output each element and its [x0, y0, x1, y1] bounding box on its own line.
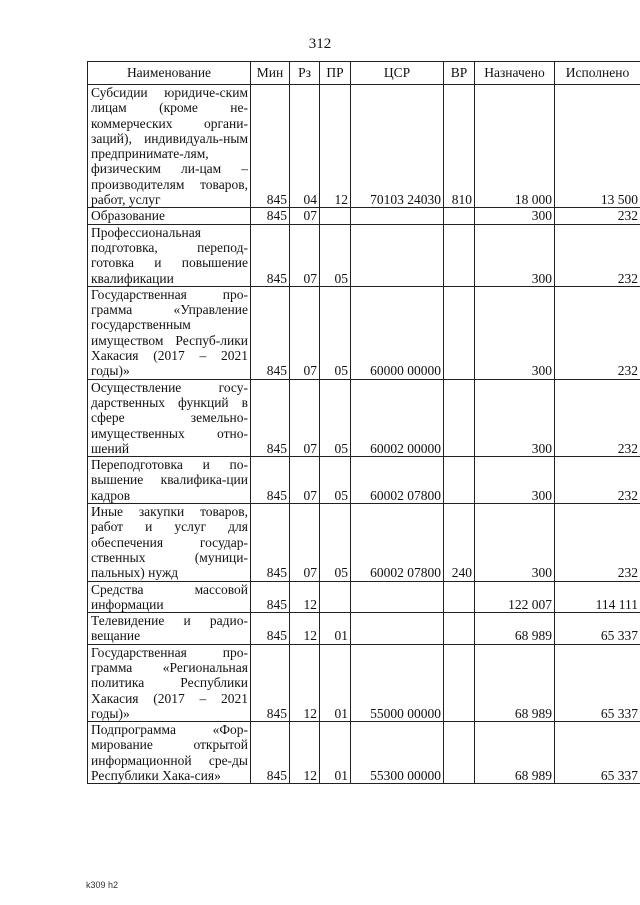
executed-cell: 13 500	[555, 85, 640, 208]
rz-cell: 12	[290, 722, 320, 784]
rz-cell: 07	[290, 457, 320, 504]
assigned-cell: 18 000	[475, 85, 555, 208]
rz-cell: 12	[290, 581, 320, 613]
rz-cell: 12	[290, 613, 320, 645]
assigned-cell: 300	[475, 379, 555, 456]
column-header: Мин	[251, 62, 290, 85]
pr-cell: 05	[320, 504, 351, 581]
min-cell: 845	[251, 644, 290, 721]
pr-cell	[320, 208, 351, 224]
assigned-cell: 300	[475, 208, 555, 224]
executed-cell: 232	[555, 208, 640, 224]
name-cell: Средства массовой информации	[88, 581, 251, 613]
table-row	[88, 208, 640, 224]
column-header: Исполнено	[555, 62, 640, 85]
budget-table	[87, 61, 640, 784]
name-cell: Переподготовка и по-вышение квалифика-ции кадров	[88, 457, 251, 504]
vr-cell	[444, 224, 475, 286]
page-number: 312	[308, 36, 332, 52]
executed-cell: 232	[555, 504, 640, 581]
name-cell: Государственная про-грамма «Региональная политика Республики Хакасия (2017 – 2021 годы)»	[88, 644, 251, 721]
column-header: Наименование	[88, 62, 251, 85]
csr-cell	[351, 208, 444, 224]
vr-cell	[444, 613, 475, 645]
min-cell: 845	[251, 613, 290, 645]
name-cell: Профессиональная подготовка, перепод-готовка и повышение квалификации	[88, 224, 251, 286]
pr-cell: 01	[320, 613, 351, 645]
min-cell: 845	[251, 504, 290, 581]
table-row	[88, 286, 640, 379]
name-cell: Телевидение и радио-вещание	[88, 613, 251, 645]
csr-cell: 60002 07800	[351, 504, 444, 581]
name-cell: Подпрограмма «Фор-мирование открытой информационной сре-ды Республики Хака-сия»	[88, 722, 251, 784]
pr-cell: 05	[320, 224, 351, 286]
assigned-cell: 122 007	[475, 581, 555, 613]
pr-cell: 12	[320, 85, 351, 208]
csr-cell	[351, 224, 444, 286]
table-row	[88, 457, 640, 504]
rz-cell: 07	[290, 208, 320, 224]
table-row	[88, 85, 640, 208]
vr-cell	[444, 644, 475, 721]
rz-cell: 12	[290, 644, 320, 721]
column-header: ВР	[444, 62, 475, 85]
min-cell: 845	[251, 457, 290, 504]
rz-cell: 07	[290, 504, 320, 581]
pr-cell: 05	[320, 379, 351, 456]
vr-cell: 810	[444, 85, 475, 208]
assigned-cell: 300	[475, 286, 555, 379]
table-row	[88, 644, 640, 721]
name-cell: Осуществление госу-дарственных функций в сфере земельно-имущественных отно-шений	[88, 379, 251, 456]
csr-cell	[351, 581, 444, 613]
table-header	[88, 62, 640, 85]
header-row	[88, 62, 640, 85]
min-cell: 845	[251, 581, 290, 613]
vr-cell	[444, 286, 475, 379]
min-cell: 845	[251, 224, 290, 286]
min-cell: 845	[251, 379, 290, 456]
assigned-cell: 68 989	[475, 722, 555, 784]
vr-cell	[444, 581, 475, 613]
executed-cell: 65 337	[555, 644, 640, 721]
pr-cell: 01	[320, 722, 351, 784]
table-row	[88, 722, 640, 784]
executed-cell: 232	[555, 224, 640, 286]
name-cell: Образование	[88, 208, 251, 224]
executed-cell: 232	[555, 379, 640, 456]
table-row	[88, 613, 640, 645]
footer-code: k309 h2	[86, 880, 119, 890]
rz-cell: 07	[290, 379, 320, 456]
assigned-cell: 300	[475, 224, 555, 286]
rz-cell: 04	[290, 85, 320, 208]
assigned-cell: 300	[475, 457, 555, 504]
assigned-cell: 68 989	[475, 644, 555, 721]
vr-cell	[444, 457, 475, 504]
table-row	[88, 504, 640, 581]
vr-cell	[444, 722, 475, 784]
min-cell: 845	[251, 722, 290, 784]
vr-cell	[444, 379, 475, 456]
csr-cell: 55000 00000	[351, 644, 444, 721]
vr-cell: 240	[444, 504, 475, 581]
rz-cell: 07	[290, 224, 320, 286]
assigned-cell: 300	[475, 504, 555, 581]
pr-cell: 01	[320, 644, 351, 721]
executed-cell: 114 111	[555, 581, 640, 613]
csr-cell: 60002 07800	[351, 457, 444, 504]
table-row	[88, 379, 640, 456]
table-body	[88, 85, 640, 784]
column-header: Назначено	[475, 62, 555, 85]
column-header: ПР	[320, 62, 351, 85]
assigned-cell: 68 989	[475, 613, 555, 645]
executed-cell: 232	[555, 286, 640, 379]
name-cell: Иные закупки товаров, работ и услуг для обеспечения государ-ственных (муници-пальных) нужд	[88, 504, 251, 581]
pr-cell: 05	[320, 286, 351, 379]
table-row	[88, 581, 640, 613]
csr-cell: 60002 00000	[351, 379, 444, 456]
column-header: ЦСР	[351, 62, 444, 85]
csr-cell: 60000 00000	[351, 286, 444, 379]
min-cell: 845	[251, 286, 290, 379]
table-row	[88, 224, 640, 286]
column-header: Рз	[290, 62, 320, 85]
min-cell: 845	[251, 208, 290, 224]
executed-cell: 65 337	[555, 722, 640, 784]
vr-cell	[444, 208, 475, 224]
name-cell: Государственная про-грамма «Управление государственным имуществом Респуб-лики Хакасия (2017 – 2021 годы)»	[88, 286, 251, 379]
pr-cell	[320, 581, 351, 613]
name-cell: Субсидии юридиче-ским лицам (кроме не-коммерческих органи-заций), индивидуаль-ным предпринимате-лям, физическим ли-цам – производителям товаров, работ, услуг	[88, 85, 251, 208]
rz-cell: 07	[290, 286, 320, 379]
pr-cell: 05	[320, 457, 351, 504]
executed-cell: 65 337	[555, 613, 640, 645]
executed-cell: 232	[555, 457, 640, 504]
min-cell: 845	[251, 85, 290, 208]
csr-cell	[351, 613, 444, 645]
csr-cell: 55300 00000	[351, 722, 444, 784]
csr-cell: 70103 24030	[351, 85, 444, 208]
